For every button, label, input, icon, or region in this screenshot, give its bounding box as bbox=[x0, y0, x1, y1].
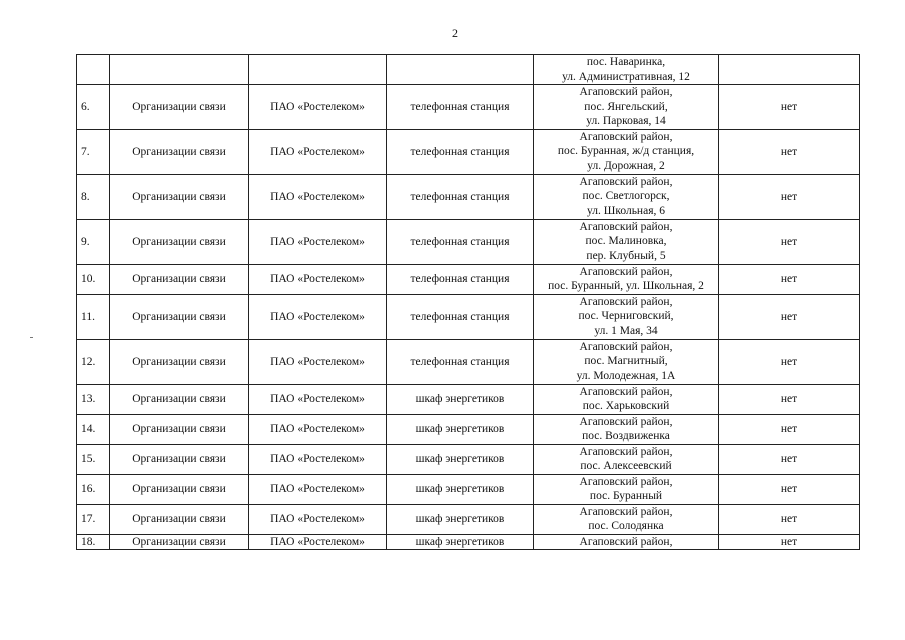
row-number-cell: 17. bbox=[77, 504, 110, 534]
address-line: пос. Буранный, ул. Школьная, 2 bbox=[548, 280, 704, 292]
page-number: 2 bbox=[452, 26, 458, 40]
object-type-cell bbox=[387, 55, 534, 85]
value-cell: нет bbox=[719, 384, 860, 414]
table-row bbox=[77, 294, 860, 339]
table-row bbox=[77, 264, 860, 294]
address-line: Агаповский район, bbox=[579, 505, 673, 518]
object-type-cell: шкаф энергетиков bbox=[387, 504, 534, 534]
address-line: пер. Клубный, 5 bbox=[586, 249, 666, 262]
organization-cell: ПАО «Ростелеком» bbox=[249, 444, 387, 474]
row-number-cell: 9. bbox=[77, 219, 110, 264]
row-number-cell: 6. bbox=[77, 85, 110, 130]
object-type-cell: телефонная станция bbox=[387, 85, 534, 130]
row-number-cell: 11. bbox=[77, 294, 110, 339]
row-number-cell: 8. bbox=[77, 174, 110, 219]
address-cell bbox=[534, 55, 719, 85]
facilities-table bbox=[76, 54, 860, 550]
category-cell bbox=[110, 55, 249, 85]
address-cell bbox=[534, 444, 719, 474]
category-cell: Организации связи bbox=[110, 339, 249, 384]
address-line: ул. Школьная, 6 bbox=[587, 204, 665, 217]
address-line: Агаповский район, bbox=[579, 130, 673, 143]
object-type-cell: шкаф энергетиков bbox=[387, 444, 534, 474]
address-cell bbox=[534, 294, 719, 339]
value-cell: нет bbox=[719, 444, 860, 474]
value-cell: нет bbox=[719, 219, 860, 264]
category-cell: Организации связи bbox=[110, 414, 249, 444]
table-row bbox=[77, 384, 860, 414]
table-row bbox=[77, 444, 860, 474]
table-row bbox=[77, 414, 860, 444]
row-number-cell bbox=[77, 55, 110, 85]
address-line: Агаповский район, bbox=[579, 265, 673, 278]
address-line: пос. Янгельский, bbox=[584, 100, 668, 113]
address-line: пос. Солодянка bbox=[588, 520, 664, 532]
category-cell: Организации связи bbox=[110, 129, 249, 174]
row-number-cell: 13. bbox=[77, 384, 110, 414]
address-line: Агаповский район, bbox=[579, 86, 673, 98]
object-type-cell: телефонная станция bbox=[387, 264, 534, 294]
table-row bbox=[77, 474, 860, 504]
category-cell: Организации связи bbox=[110, 474, 249, 504]
object-type-cell: телефонная станция bbox=[387, 339, 534, 384]
value-cell: нет bbox=[719, 294, 860, 339]
table-row bbox=[77, 174, 860, 219]
address-cell bbox=[534, 534, 719, 550]
address-line: Агаповский район, bbox=[579, 445, 673, 458]
category-cell: Организации связи bbox=[110, 534, 249, 550]
organization-cell: ПАО «Ростелеком» bbox=[249, 384, 387, 414]
organization-cell: ПАО «Ростелеком» bbox=[249, 504, 387, 534]
value-cell: нет bbox=[719, 264, 860, 294]
value-cell: нет bbox=[719, 504, 860, 534]
value-cell: нет bbox=[719, 339, 860, 384]
row-number-cell: 18. bbox=[77, 534, 110, 550]
table-row bbox=[77, 55, 860, 85]
address-line: Агаповский район, bbox=[579, 175, 673, 188]
category-cell: Организации связи bbox=[110, 264, 249, 294]
address-cell bbox=[534, 219, 719, 264]
address-cell bbox=[534, 264, 719, 294]
table-row bbox=[77, 129, 860, 174]
organization-cell: ПАО «Ростелеком» bbox=[249, 534, 387, 550]
table-row bbox=[77, 85, 860, 130]
table-row bbox=[77, 504, 860, 534]
address-line: пос. Алексеевский bbox=[580, 460, 672, 472]
address-line: пос. Наваринка, bbox=[586, 56, 666, 68]
value-cell: нет bbox=[719, 534, 860, 550]
row-number-cell: 15. bbox=[77, 444, 110, 474]
table-row bbox=[77, 219, 860, 264]
address-cell bbox=[534, 85, 719, 130]
row-number-cell: 7. bbox=[77, 129, 110, 174]
object-type-cell: телефонная станция bbox=[387, 174, 534, 219]
address-cell bbox=[534, 474, 719, 504]
object-type-cell: шкаф энергетиков bbox=[387, 384, 534, 414]
address-line: Агаповский район, bbox=[579, 340, 673, 353]
object-type-cell: шкаф энергетиков bbox=[387, 414, 534, 444]
category-cell: Организации связи bbox=[110, 294, 249, 339]
object-type-cell: телефонная станция bbox=[387, 129, 534, 174]
facilities-table-body bbox=[77, 55, 860, 550]
organization-cell: ПАО «Ростелеком» bbox=[249, 294, 387, 339]
address-line: пос. Буранная, ж/д станция, bbox=[557, 145, 695, 158]
address-cell bbox=[534, 414, 719, 444]
table-row bbox=[77, 534, 860, 550]
address-line: пос. Харьковский bbox=[582, 400, 670, 412]
organization-cell: ПАО «Ростелеком» bbox=[249, 174, 387, 219]
address-cell bbox=[534, 504, 719, 534]
address-line: пос. Воздвиженка bbox=[582, 430, 670, 442]
row-number-cell: 14. bbox=[77, 414, 110, 444]
category-cell: Организации связи bbox=[110, 85, 249, 130]
category-cell: Организации связи bbox=[110, 384, 249, 414]
address-line: Агаповский район, bbox=[579, 415, 673, 428]
organization-cell: ПАО «Ростелеком» bbox=[249, 85, 387, 130]
value-cell: нет bbox=[719, 414, 860, 444]
row-number-cell: 16. bbox=[77, 474, 110, 504]
address-line: ул. Парковая, 14 bbox=[586, 115, 666, 127]
organization-cell bbox=[249, 55, 387, 85]
organization-cell: ПАО «Ростелеком» bbox=[249, 339, 387, 384]
organization-cell: ПАО «Ростелеком» bbox=[249, 129, 387, 174]
address-line: Агаповский район, bbox=[579, 295, 673, 308]
organization-cell: ПАО «Ростелеком» bbox=[249, 474, 387, 504]
row-number-cell: 12. bbox=[77, 339, 110, 384]
object-type-cell: телефонная станция bbox=[387, 294, 534, 339]
address-cell bbox=[534, 384, 719, 414]
address-cell bbox=[534, 339, 719, 384]
address-cell bbox=[534, 129, 719, 174]
address-line: пос. Светлогорск, bbox=[582, 190, 670, 203]
category-cell: Организации связи bbox=[110, 504, 249, 534]
address-line: пос. Малиновка, bbox=[585, 235, 667, 248]
address-line: ул. Административная, 12 bbox=[562, 70, 690, 83]
address-line: ул. Молодежная, 1А bbox=[576, 369, 676, 382]
address-line: ул. Дорожная, 2 bbox=[587, 159, 665, 172]
address-line: Агаповский район, bbox=[579, 220, 673, 233]
address-line: Агаповский район, bbox=[579, 475, 673, 488]
object-type-cell: шкаф энергетиков bbox=[387, 534, 534, 550]
address-line: пос. Буранный bbox=[589, 490, 663, 502]
value-cell: нет bbox=[719, 129, 860, 174]
row-number-cell: 10. bbox=[77, 264, 110, 294]
address-cell bbox=[534, 174, 719, 219]
value-cell: нет bbox=[719, 174, 860, 219]
scan-edge-mark bbox=[30, 337, 33, 338]
category-cell: Организации связи bbox=[110, 174, 249, 219]
value-cell: нет bbox=[719, 85, 860, 130]
value-cell: нет bbox=[719, 474, 860, 504]
category-cell: Организации связи bbox=[110, 444, 249, 474]
organization-cell: ПАО «Ростелеком» bbox=[249, 264, 387, 294]
organization-cell: ПАО «Ростелеком» bbox=[249, 219, 387, 264]
address-line: пос. Черниговский, bbox=[578, 310, 674, 323]
value-cell bbox=[719, 55, 860, 85]
object-type-cell: шкаф энергетиков bbox=[387, 474, 534, 504]
organization-cell: ПАО «Ростелеком» bbox=[249, 414, 387, 444]
address-line: Агаповский район, bbox=[579, 385, 673, 398]
table-row bbox=[77, 339, 860, 384]
address-line: Агаповский район, bbox=[579, 535, 673, 548]
category-cell: Организации связи bbox=[110, 219, 249, 264]
address-line: ул. 1 Мая, 34 bbox=[594, 324, 658, 337]
object-type-cell: телефонная станция bbox=[387, 219, 534, 264]
address-line: пос. Магнитный, bbox=[584, 355, 668, 368]
